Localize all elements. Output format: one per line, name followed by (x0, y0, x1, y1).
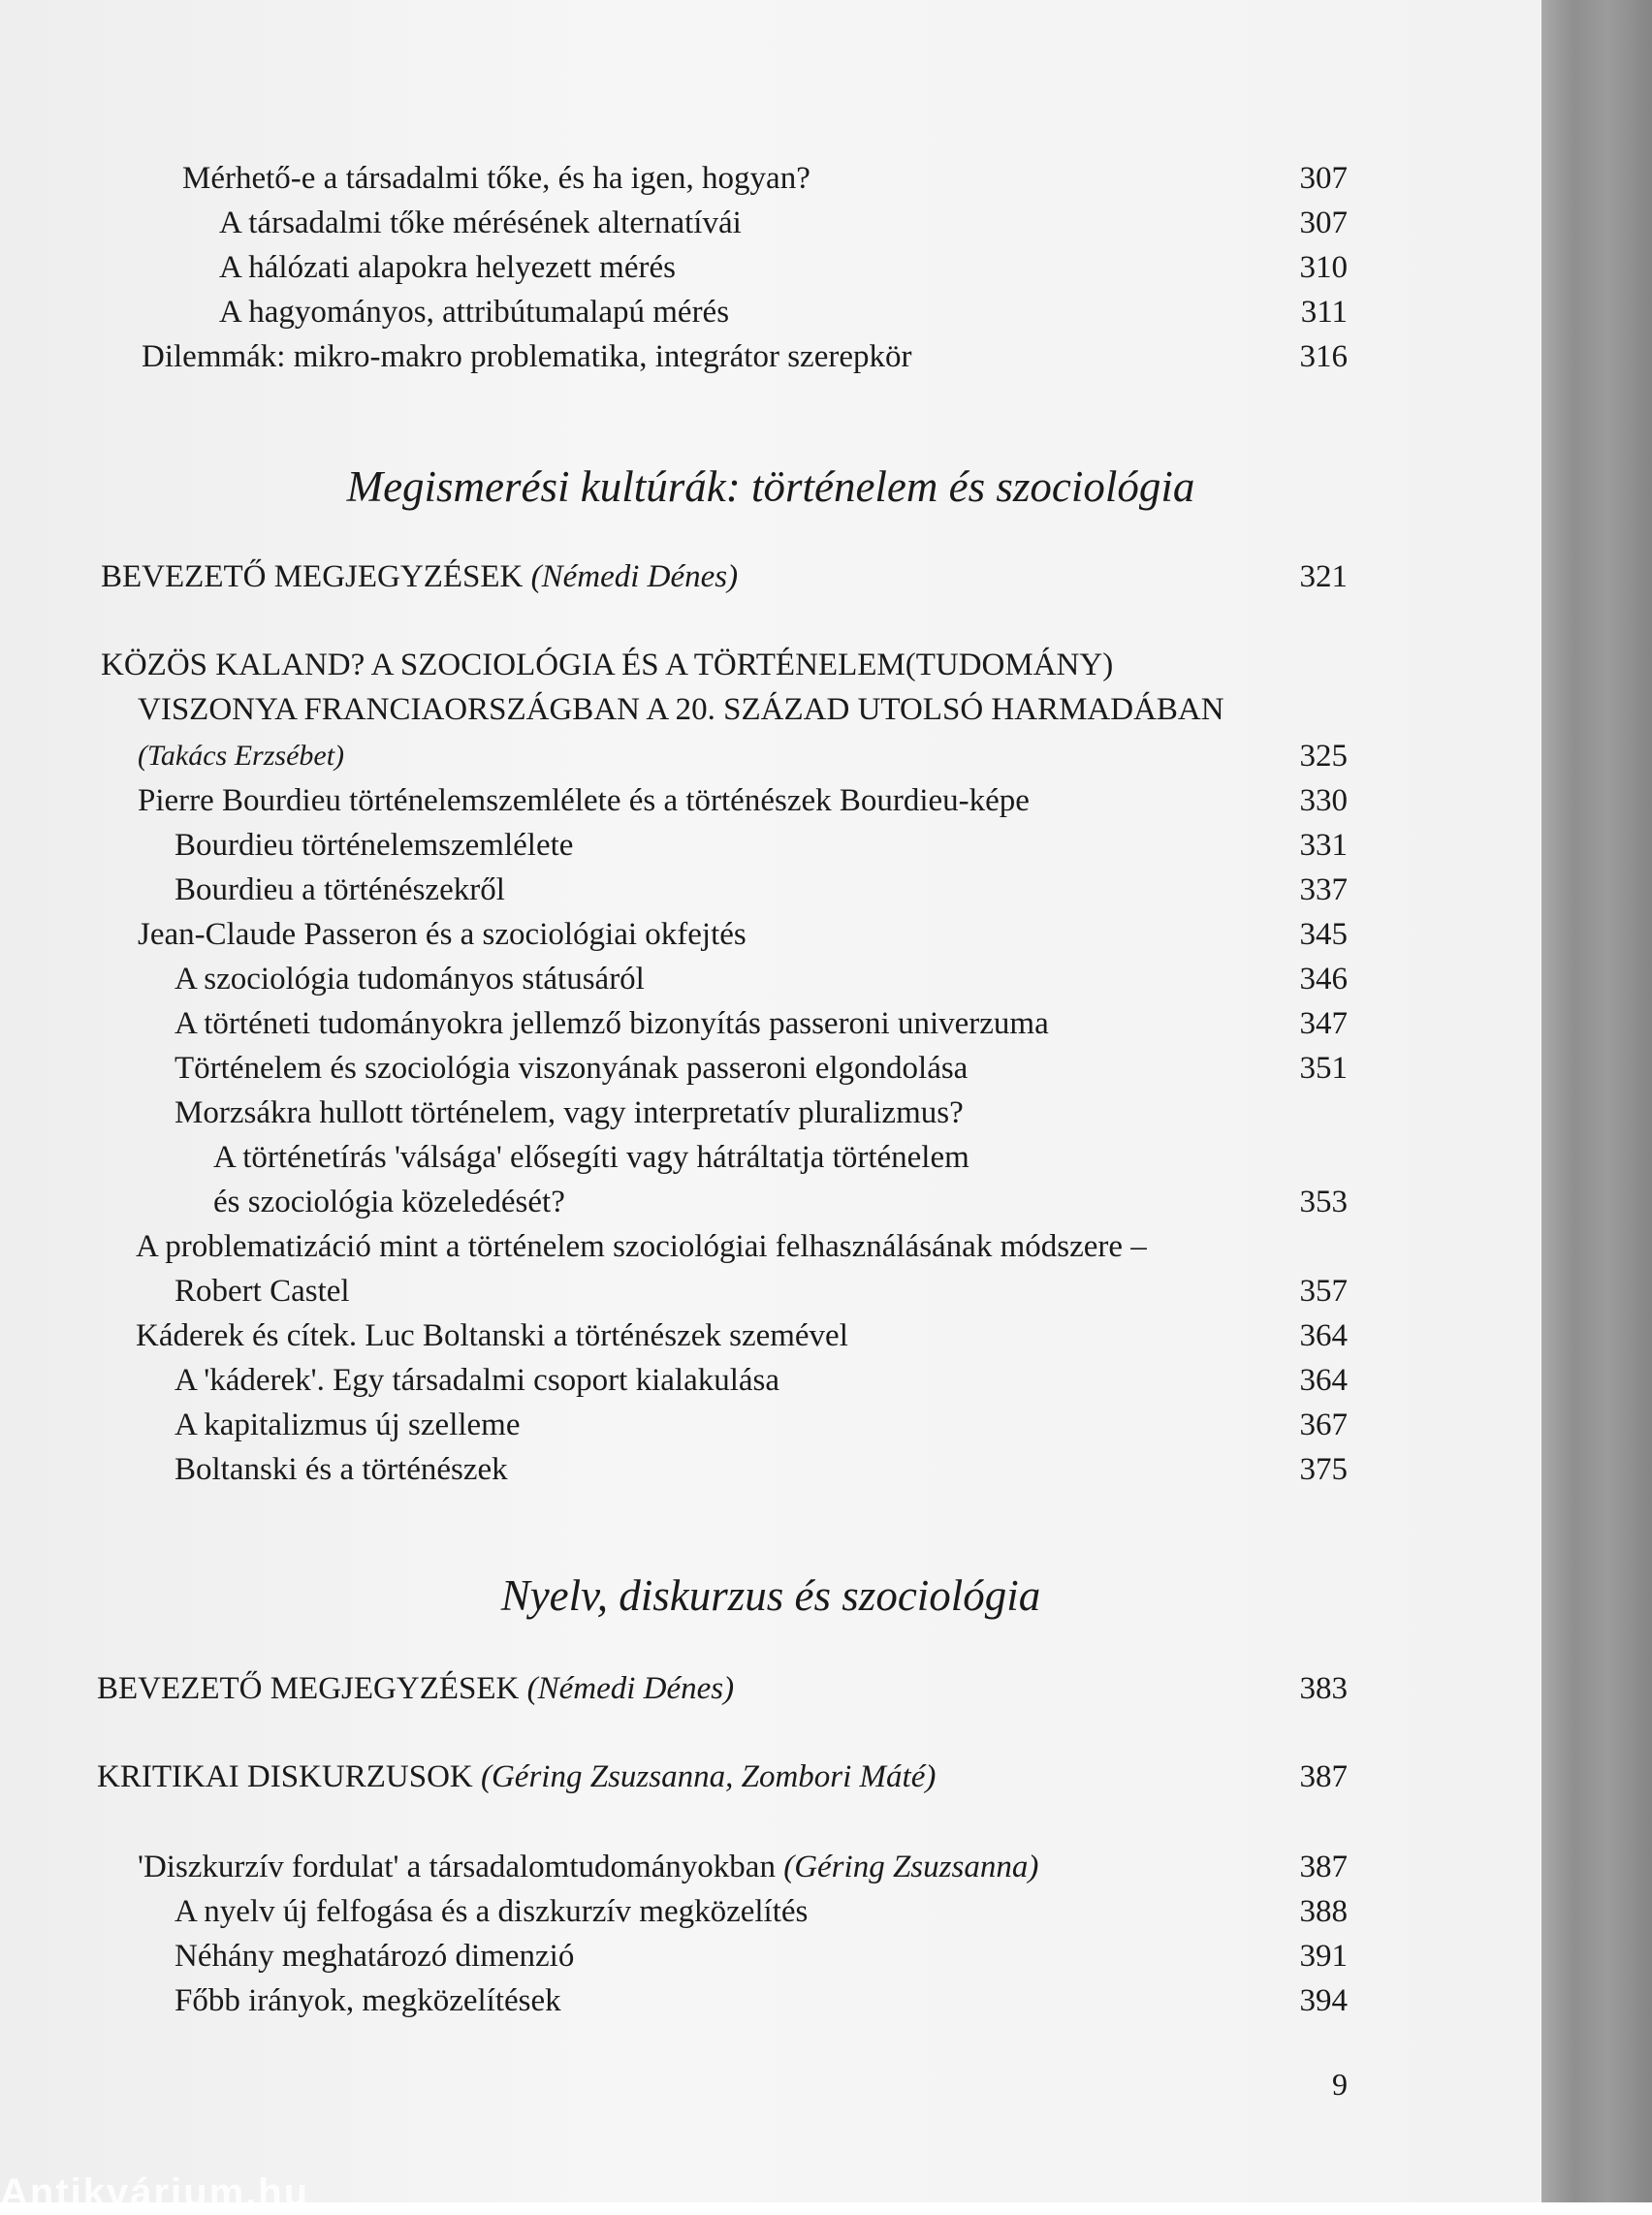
toc-entry (175, 1892, 808, 1931)
toc-entry (138, 1848, 1038, 1886)
toc-entry (219, 293, 729, 332)
toc-entry (138, 915, 747, 954)
toc-entry-author: (Némedi Dénes) (530, 559, 739, 594)
toc-entry (175, 1004, 1049, 1043)
toc-entry-text: A nyelv új felfogása és a diszkurzív megközelítés (175, 1894, 809, 1929)
toc-page-number: 364 (1299, 1318, 1348, 1353)
toc-entry-author: (Takács Erzsébet) (138, 740, 345, 772)
toc-page-number: 391 (1299, 1939, 1348, 1974)
toc-entry-text: A történetírás 'válsága' elősegíti vagy hátráltatja történelem (213, 1140, 969, 1175)
toc-entry-text: 'Diszkurzív fordulat' a társadalomtudományokban (138, 1850, 776, 1884)
toc-entry-text: Néhány meghatározó dimenzió (175, 1939, 575, 1974)
toc-page-number: 331 (1299, 828, 1348, 863)
toc-entry (219, 204, 742, 242)
toc-page-number: 307 (1299, 161, 1348, 196)
toc-entry (182, 159, 810, 198)
toc-entry-text: Káderek és cítek. Luc Boltanski a történészek szemével (136, 1318, 848, 1353)
section-title: Nyelv, diskurzus és szociológia (500, 1571, 1041, 1620)
toc-entry (101, 646, 1113, 684)
toc-page-number: 387 (1299, 1759, 1348, 1794)
toc-page-number: 364 (1299, 1363, 1348, 1398)
toc-page-number: 353 (1299, 1185, 1348, 1219)
toc-entry-author: (Géring Zsuzsanna) (783, 1850, 1039, 1884)
toc-page-number: 383 (1299, 1671, 1348, 1706)
toc-entry-text: és szociológia közeledését? (213, 1185, 565, 1219)
toc-entry (97, 1669, 734, 1708)
toc-entry (175, 1049, 968, 1088)
toc-entry (175, 1093, 964, 1132)
toc-entry-text: Dilemmák: mikro-makro problematika, integrátor szerepkör (142, 339, 912, 374)
toc-entry (136, 1227, 1147, 1266)
watermark: Antikvárium.hu (0, 2171, 310, 2214)
toc-entry-text: Mérhető-e a társadalmi tőke, és ha igen, hogyan? (182, 161, 810, 196)
toc-entry-text: Morzsákra hullott történelem, vagy interpretatív pluralizmus? (175, 1095, 964, 1130)
toc-entry-text: A 'káderek'. Egy társadalmi csoport kialakulása (175, 1363, 780, 1398)
toc-entry (213, 1183, 565, 1221)
toc-entry (175, 826, 573, 865)
page-number: 9 (1332, 2067, 1348, 2102)
toc-page-number: 307 (1299, 206, 1348, 240)
toc-page-number: 351 (1299, 1051, 1348, 1086)
toc-page-number: 375 (1299, 1452, 1348, 1487)
toc-entry (138, 690, 1224, 729)
toc-page-number: 325 (1299, 739, 1348, 774)
toc-page-number: 347 (1299, 1006, 1348, 1041)
toc-page-number: 345 (1299, 917, 1348, 952)
toc-entry (175, 1937, 574, 1976)
toc-entry (175, 1361, 779, 1400)
toc-entry-text: Jean-Claude Passeron és a szociológiai okfejtés (138, 917, 747, 952)
toc-page-number: 310 (1299, 250, 1348, 285)
toc-entry-text: Boltanski és a történészek (175, 1452, 508, 1487)
toc-entry (136, 1316, 848, 1355)
toc-entry (97, 1757, 936, 1796)
toc-page-number: 330 (1299, 783, 1348, 818)
toc-entry-text: VISZONYA FRANCIAORSZÁGBAN A 20. SZÁZAD UTOLSÓ HARMADÁBAN (138, 692, 1224, 727)
toc-entry-text: BEVEZETŐ MEGJEGYZÉSEK (101, 559, 524, 594)
toc-entry-text: Robert Castel (175, 1274, 350, 1309)
toc-entry-text: A társadalmi tőke mérésének alternatívái (219, 206, 742, 240)
section-title: Megismerési kultúrák: történelem és szociológia (346, 462, 1195, 511)
toc-entry (142, 337, 911, 376)
toc-entry-text: KRITIKAI DISKURZUSOK (97, 1759, 473, 1794)
toc-page-number: 337 (1299, 872, 1348, 907)
toc-entry (175, 960, 645, 998)
toc-entry-text: Bourdieu történelemszemlélete (175, 828, 574, 863)
toc-page-number: 311 (1300, 295, 1348, 330)
toc-entry-author: (Géring Zsuzsanna, Zombori Máté) (480, 1759, 937, 1794)
toc-entry-text: Főbb irányok, megközelítések (175, 1983, 561, 2018)
toc-entry (219, 248, 676, 287)
toc-page-number: 346 (1299, 962, 1348, 997)
toc-page-number: 367 (1299, 1408, 1348, 1442)
toc-entry (138, 737, 344, 775)
toc-page-number: 387 (1299, 1850, 1348, 1884)
toc-entry-text: A hagyományos, attribútumalapú mérés (219, 295, 730, 330)
toc-entry-text: Pierre Bourdieu történelemszemlélete és a történészek Bourdieu-képe (138, 783, 1030, 818)
toc-entry (138, 781, 1030, 820)
toc-entry (175, 870, 505, 909)
toc-entry (213, 1138, 969, 1177)
toc-entry-text: A kapitalizmus új szelleme (175, 1408, 521, 1442)
toc-entry-text: Bourdieu a történészekről (175, 872, 505, 907)
page-edge-shadow (1541, 0, 1652, 2202)
toc-entry-author: (Némedi Dénes) (526, 1671, 735, 1706)
toc-page-number: 394 (1299, 1983, 1348, 2018)
toc-entry (175, 1450, 508, 1489)
toc-entry-text: A problematizáció mint a történelem szociológiai felhasználásának módszere – (136, 1229, 1147, 1264)
toc-entry-text: BEVEZETŐ MEGJEGYZÉSEK (97, 1671, 520, 1706)
toc-page-number: 388 (1299, 1894, 1348, 1929)
toc-page-number: 357 (1299, 1274, 1348, 1309)
toc-entry (175, 1406, 521, 1444)
toc-entry (175, 1272, 350, 1311)
toc-page-number: 316 (1299, 339, 1348, 374)
toc-entry-text: KÖZÖS KALAND? A SZOCIOLÓGIA ÉS A TÖRTÉNELEM(TUDOMÁNY) (101, 648, 1114, 682)
toc-entry-text: Történelem és szociológia viszonyának passeroni elgondolása (175, 1051, 969, 1086)
toc-entry (101, 557, 738, 596)
toc-entry (175, 1981, 561, 2020)
toc-entry-text: A hálózati alapokra helyezett mérés (219, 250, 676, 285)
toc-entry-text: A történeti tudományokra jellemző bizonyítás passeroni univerzuma (175, 1006, 1049, 1041)
toc-page-number: 321 (1299, 559, 1348, 594)
toc-entry-text: A szociológia tudományos státusáról (175, 962, 645, 997)
